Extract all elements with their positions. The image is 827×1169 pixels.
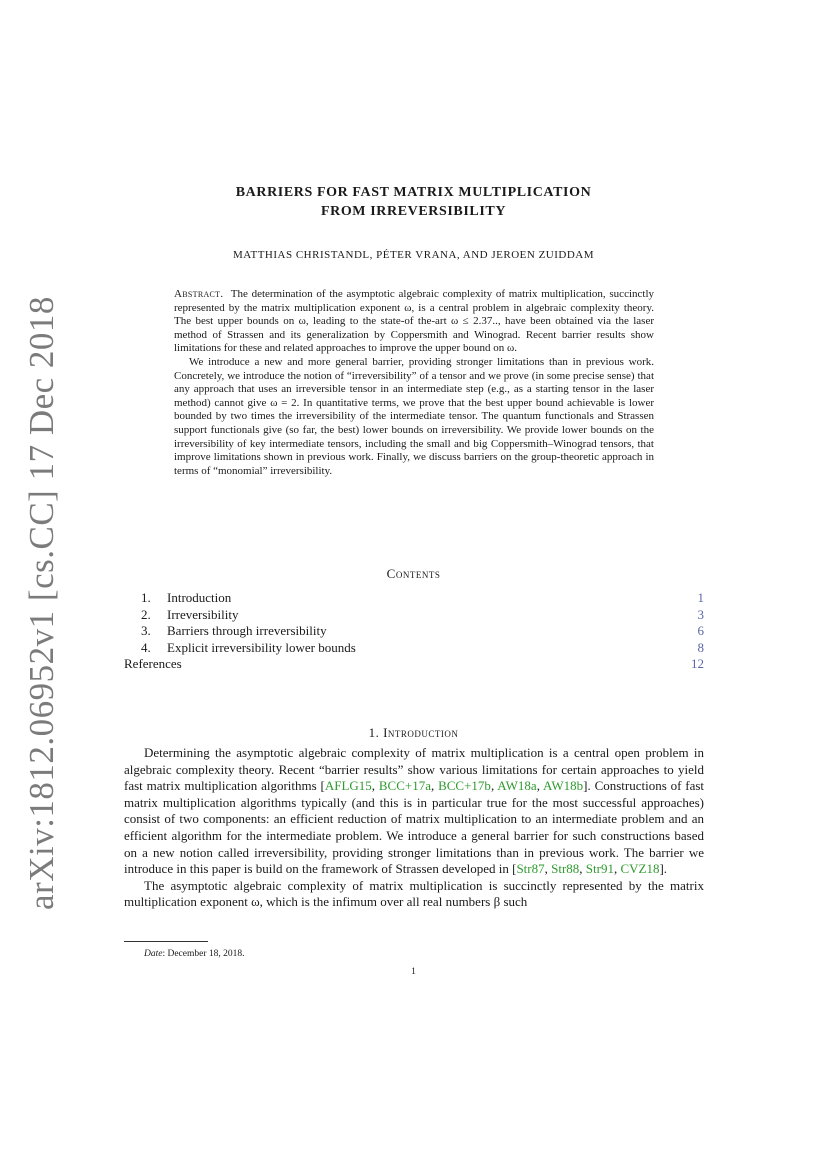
arxiv-identifier-stamp: arXiv:1812.06952v1 [cs.CC] 17 Dec 2018 xyxy=(22,296,61,910)
citation-separator: , xyxy=(490,778,498,794)
citation-link[interactable]: AFLG15 xyxy=(324,778,372,794)
contents-heading: Contents xyxy=(386,566,441,581)
toc-entry-irreversibility[interactable] xyxy=(124,607,704,624)
toc-number: 1. xyxy=(141,590,151,605)
toc-title: Irreversibility xyxy=(167,606,239,622)
toc-page-link[interactable]: 8 xyxy=(697,639,704,655)
footnote-label: Date xyxy=(144,949,163,959)
section-heading-introduction: 1. Introduction xyxy=(368,725,459,740)
toc-entry-label xyxy=(124,590,231,607)
toc-page-link[interactable]: 12 xyxy=(691,656,704,671)
intro-paragraph-1 xyxy=(124,745,704,878)
citation-separator: , xyxy=(613,861,621,877)
abstract xyxy=(174,288,654,478)
citation-separator: , xyxy=(536,778,544,794)
citation-link[interactable]: BCC+17a xyxy=(378,778,431,794)
citation-separator: , xyxy=(579,861,586,877)
author-list: MATTHIAS CHRISTANDL, PÉTER VRANA, AND JEROEN ZUIDDAM xyxy=(232,249,595,261)
citation-separator: , xyxy=(431,778,439,794)
citation-separator: , xyxy=(371,778,379,794)
citation-link[interactable]: BCC+17b xyxy=(438,778,491,794)
toc-entry-label xyxy=(124,607,238,624)
footnote-text: : December 18, 2018. xyxy=(162,949,245,959)
introduction-body xyxy=(124,745,704,911)
citation-link[interactable]: AW18b xyxy=(543,778,584,794)
abstract-text-1: The determination of the asymptotic algebraic complexity of matrix multiplication, succinctly represented by the matrix multiplication exponent ω, is a central problem in algebraic complexity theory. The best upper bounds on ω, leading to the state-of the-art ω ≤ 2.37.., have been obtained via the laser method of Strassen and its generalization by Coppersmith and Winograd. Recent barrier results show limitations for these and related approaches to improve the upper bound on ω. xyxy=(174,288,655,355)
title-line-2: FROM IRREVERSIBILITY xyxy=(320,204,507,219)
citation-link[interactable]: AW18a xyxy=(497,778,537,794)
toc-entry-barriers[interactable] xyxy=(124,623,704,640)
abstract-paragraph-2: We introduce a new and more general barrier, providing stronger limitations than in previous work. Concretely, we introduce the notion of “irreversibility” of a tensor and we prove (in some precise sense) that any approach that uses an irreversible tensor in an intermediate step (e.g., as a starting tensor in the laser method) cannot give ω = 2. In quantitative terms, we prove that the best upper bound achievable is lower bounded by two times the irreversibility of the intermediate tensor. The quantum functionals and Strassen support functionals give (so far, the best) lower bounds on irreversibility. We provide lower bounds on the irreversibility of key intermediate tensors, including the small and big Coppersmith–Winograd tensors, that improve limitations shown in previous work. Finally, we discuss barriers on the group-theoretic approach in terms of “monomial” irreversibility. xyxy=(174,355,654,477)
abstract-paragraph-1 xyxy=(174,288,654,356)
toc-page-link[interactable]: 1 xyxy=(697,590,704,605)
toc-number: 3. xyxy=(141,623,151,638)
page-number: 1 xyxy=(411,967,416,977)
toc-title: Introduction xyxy=(167,590,232,605)
title-line-1: BARRIERS FOR FAST MATRIX MULTIPLICATION xyxy=(235,185,592,200)
toc-page-link[interactable]: 6 xyxy=(697,623,704,638)
toc-title: Explicit irreversibility lower bounds xyxy=(167,639,356,655)
toc-number: 2. xyxy=(141,606,151,622)
footnote-divider xyxy=(124,941,208,942)
citation-link[interactable]: CVZ18 xyxy=(620,861,660,877)
toc-title: References xyxy=(124,656,182,671)
intro-text: Determining the asymptotic algebraic complexity of matrix multiplication is a central open problem in algebraic complexity theory. Recent “barrier results” show various limitations for certain approaches to yield fast matrix multiplication algorithms [ xyxy=(124,745,704,794)
toc-number: 4. xyxy=(141,639,151,655)
toc-entry-label xyxy=(124,623,327,640)
intro-text: ]. Constructions of fast matrix multiplication algorithms typically (and this is in particular true for the most successful approaches) consist of two components: an efficient reduction of matrix multiplication to an intermediate problem and an efficient algorithm for the intermediate problem. We introduce a general barrier for such constructions based on a new notion called irreversibility, providing stronger limitations than in previous work. The barrier we introduce in this paper is build on the framework of Strassen developed in [ xyxy=(124,778,705,877)
footnote-date xyxy=(144,949,245,959)
citation-link[interactable]: Str91 xyxy=(585,861,614,877)
toc-entry-label xyxy=(124,640,356,657)
toc-title: Barriers through irreversibility xyxy=(167,623,327,638)
abstract-label: Abstract. xyxy=(174,288,224,300)
intro-text: ]. xyxy=(659,861,668,877)
intro-paragraph-2: The asymptotic algebraic complexity of matrix multiplication is succinctly represented by the matrix multiplication exponent ω, which is the infimum over all real numbers β such xyxy=(124,877,704,910)
toc-entry-lower-bounds[interactable] xyxy=(124,640,704,657)
paper-title xyxy=(0,183,827,221)
toc-entry-references[interactable] xyxy=(124,656,704,673)
citation-link[interactable]: Str87 xyxy=(516,861,545,877)
toc-entry-introduction[interactable] xyxy=(124,590,704,607)
table-of-contents xyxy=(124,590,704,673)
citation-separator: , xyxy=(544,861,552,877)
toc-page-link[interactable]: 3 xyxy=(697,606,704,622)
citation-link[interactable]: Str88 xyxy=(551,861,580,877)
